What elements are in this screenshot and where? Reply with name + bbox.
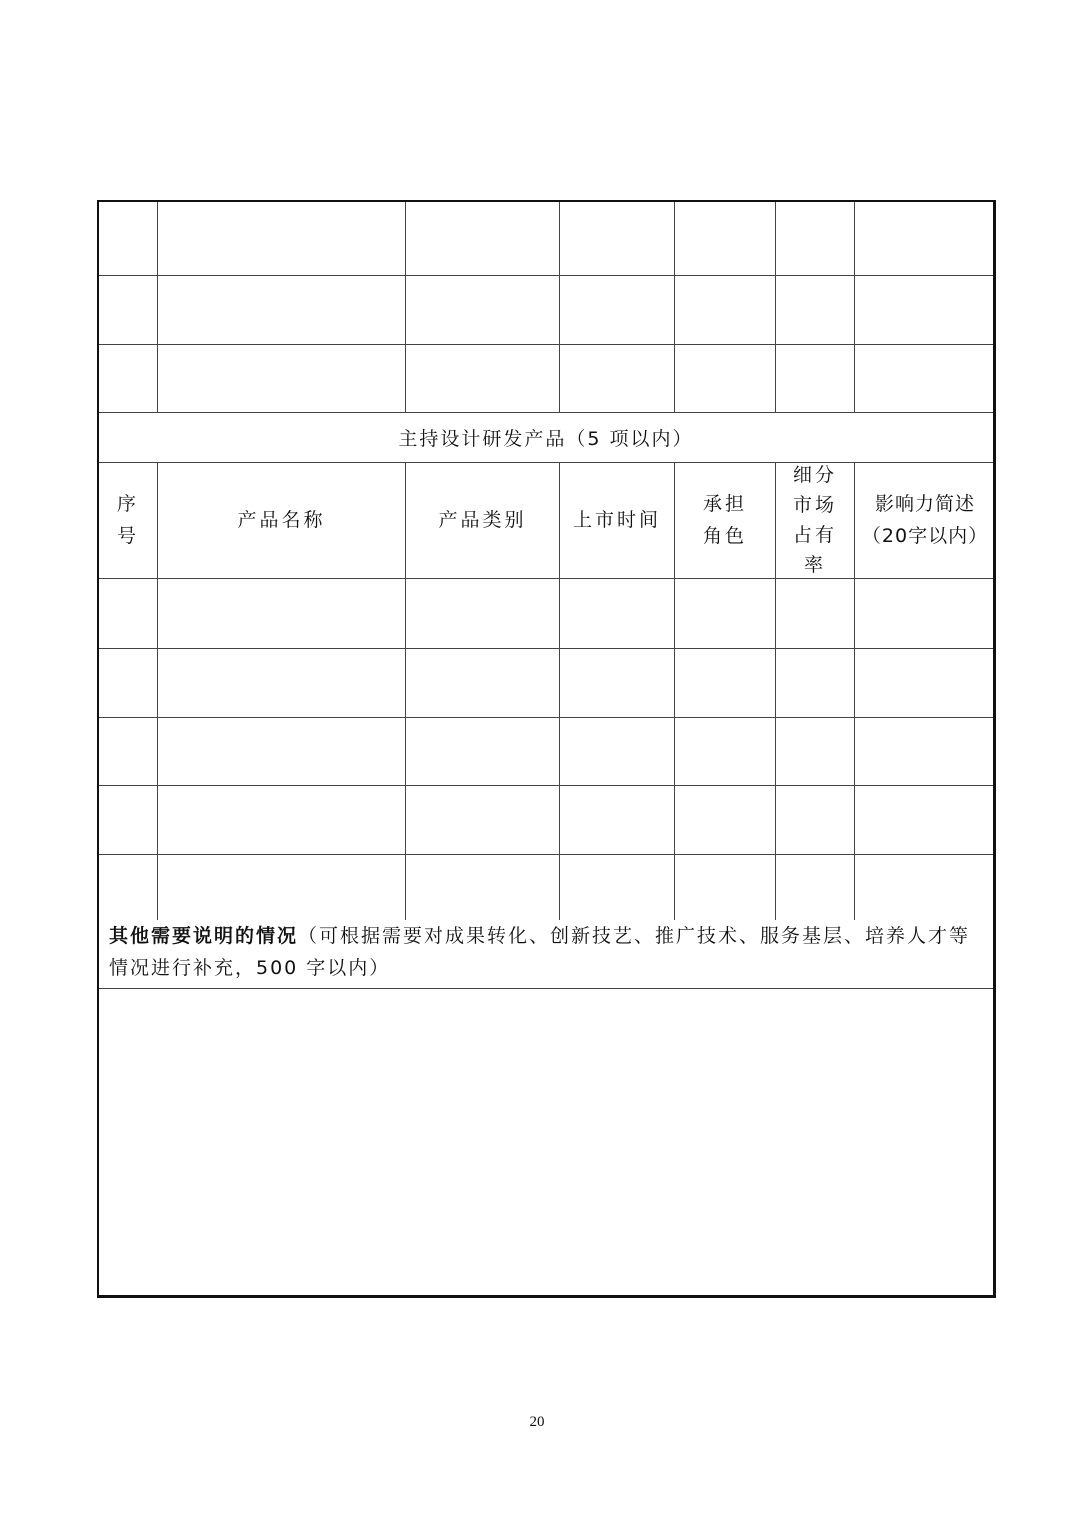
other-notes-text: （可根据需要对成果转化、创新技艺、推广技术、服务基层、培养人才等情况进行补充，500 字以内） xyxy=(109,925,971,979)
header-seq-line: 序 xyxy=(116,493,139,515)
header-role-line: 角色 xyxy=(702,525,747,547)
form-table xyxy=(97,200,996,1298)
header-seq xyxy=(99,462,157,578)
col-divider xyxy=(405,202,406,412)
header-launch-time: 上市时间 xyxy=(572,509,661,531)
header-impact-line: （20字以内） xyxy=(861,525,989,547)
other-notes-answer-area[interactable] xyxy=(99,989,993,1295)
row-divider xyxy=(99,717,993,718)
header-market-share xyxy=(776,462,854,578)
row-divider xyxy=(99,578,993,579)
col-divider xyxy=(559,202,560,412)
other-notes-label xyxy=(109,920,985,988)
header-product-name: 产品名称 xyxy=(237,509,326,531)
header-market-share-line: 市场 xyxy=(792,494,837,516)
header-seq-line: 号 xyxy=(116,525,139,547)
header-impact-line: 影响力简述 xyxy=(874,493,975,515)
header-role xyxy=(675,462,775,578)
col-divider xyxy=(674,202,675,412)
header-impact xyxy=(855,462,995,578)
page-number: 20 xyxy=(529,1414,545,1430)
section-title: 主持设计研发产品（5 项以内） xyxy=(398,427,694,450)
row-divider xyxy=(99,854,993,855)
row-divider xyxy=(99,785,993,786)
col-divider xyxy=(854,202,855,412)
row-divider xyxy=(99,344,993,345)
header-market-share-line: 占有 xyxy=(792,524,837,546)
col-divider xyxy=(775,202,776,412)
header-market-share-line: 率 xyxy=(803,554,826,576)
header-role-line: 承担 xyxy=(702,493,747,515)
header-market-share-line: 细分 xyxy=(792,464,837,486)
header-product-category: 产品类别 xyxy=(438,509,527,531)
col-divider xyxy=(157,202,158,412)
row-divider xyxy=(99,648,993,649)
other-notes-bold: 其他需要说明的情况 xyxy=(109,925,299,947)
row-divider xyxy=(99,275,993,276)
